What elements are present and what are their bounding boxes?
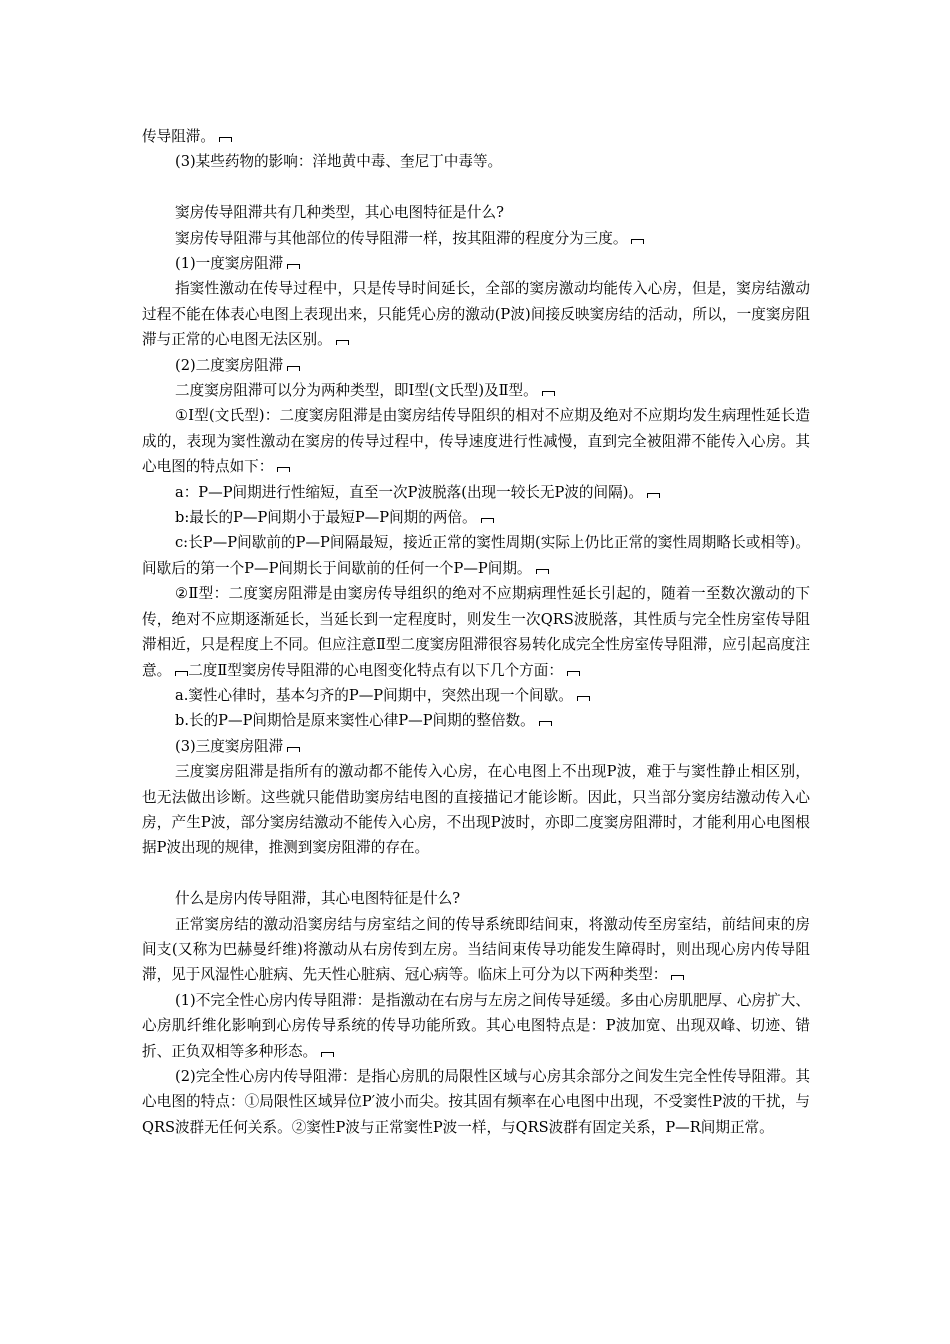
- list-item: b.长的P—P间期恰是原来窦性心律P—P间期的整倍数。: [142, 708, 810, 733]
- paragraph: 传导阻滞。: [142, 124, 810, 149]
- paragraph-mark-icon: [219, 137, 232, 142]
- paragraph-mark-icon: [287, 366, 300, 371]
- list-item: b:最长的P—P间期小于最短P—P间期的两倍。: [142, 505, 810, 530]
- paragraph-mark-icon: [577, 696, 590, 701]
- paragraph: ②Ⅱ型：二度窦房阻滞是由窦房传导组织的绝对不应期病理性延长引起的，随着一至数次激动的下传，绝对不应期逐渐延长，当延长到一定程度时，则发生一次QRS波脱落，其性质与完全性房室传导阻滞相近，只是程度上不同。但应注意Ⅱ型二度窦房阻滞很容易转化成完全性房室传导阻滞，应引起高度注意。 二度Ⅱ型窦房传导阻滞的心电图变化特点有以下几个方面：: [142, 585, 810, 679]
- subheading: (3)三度窦房阻滞: [142, 734, 810, 759]
- paragraph-mark-icon: [671, 975, 684, 980]
- paragraph-mark-icon: [287, 264, 300, 269]
- list-item: a.窦性心律时，基本匀齐的P—P间期中，突然出现一个间歇。: [142, 683, 810, 708]
- paragraph: ①Ⅰ型(文氏型)：二度窦房阻滞是由窦房结传导阻织的相对不应期及绝对不应期均发生病理性延长造成的，表现为窦性激动在窦房的传导过程中，传导速度进行性减慢，直到完全被阻滞不能传入心房。其心电图的特点如下：: [142, 407, 810, 476]
- paragraph-mark-icon: [567, 671, 580, 676]
- list-item: a：P—P间期进行性缩短，直至一次P波脱落(出现一较长无P波的间隔)。: [142, 480, 810, 505]
- paragraph: 正常窦房结的激动沿窦房结与房室结之间的传导系统即结间束，将激动传至房室结，前结间束的房间支(又称为巴赫曼纤维)将激动从右房传到左房。当结间束传导功能发生障碍时，则出现心房内传导阻滞，见于风湿性心脏病、先天性心脏病、冠心病等。临床上可分为以下两种类型：: [142, 915, 810, 984]
- section-heading: 什么是房内传导阻滞，其心电图特征是什么?: [175, 890, 461, 908]
- paragraph-mark-icon: [277, 467, 290, 472]
- paragraph-mark-icon: [542, 391, 555, 396]
- paragraph-mark-icon: [321, 1052, 334, 1057]
- paragraph-mark-icon: [481, 518, 494, 523]
- blank-line: [142, 175, 810, 200]
- subheading: (2)二度窦房阻滞: [142, 353, 810, 378]
- paragraph: 指窦性激动在传导过程中，只是传导时间延长，全部的窦房激动均能传入心房，但是，窦房结激动过程不能在体表心电图上表现出来，只能凭心房的激动(P波)间接反映窦房结的活动，所以，一度窦房阻滞与正常的心电图无法区别。: [142, 280, 810, 349]
- document-page: [142, 124, 810, 1140]
- paragraph-mark-icon: [287, 747, 300, 752]
- paragraph: 二度窦房阻滞可以分为两种类型，即Ⅰ型(文氏型)及Ⅱ型。: [142, 378, 810, 403]
- section-heading: 窦房传导阻滞共有几种类型，其心电图特征是什么?: [175, 204, 504, 222]
- paragraph: 三度窦房阻滞是指所有的激动都不能传入心房，在心电图上不出现P波，难于与窦性静止相区别，也无法做出诊断。这些就只能借助窦房结电图的直接描记才能诊断。因此，只当部分窦房结激动传入心房，产生P波，部分窦房结激动不能传入心房，不出现P波时，亦即二度窦房阻滞时，才能利用心电图根据P波出现的规律，推测到窦房阻滞的存在。: [142, 763, 810, 857]
- list-item: c:长P—P间歇前的P—P间隔最短，接近正常的窦性周期(实际上仍比正常的窦性周期略长或相等)。间歇后的第一个P—P间期长于间歇前的任何一个P—P间期。: [142, 534, 810, 577]
- paragraph-mark-icon: [647, 493, 660, 498]
- subheading: (1)一度窦房阻滞: [142, 251, 810, 276]
- paragraph: (2)完全性心房内传导阻滞：是指心房肌的局限性区域与心房其余部分之间发生完全性传导阻滞。其心电图的特点：①局限性区域异位P′波小而尖。按其固有频率在心电图中出现，不受窦性P波的干扰，与QRS波群无任何关系。②窦性P波与正常窦性P波一样，与QRS波群有固定关系，P—R间期正常。: [142, 1068, 810, 1136]
- paragraph: (1)不完全性心房内传导阻滞：是指激动在右房与左房之间传导延缓。多由心房肌肥厚、心房扩大、心房肌纤维化影响到心房传导系统的传导功能所致。其心电图特点是：P波加宽、出现双峰、切迹、错折、正负双相等多种形态。: [142, 991, 810, 1060]
- paragraph-mark-icon: [631, 239, 644, 244]
- paragraph-mark-icon: [536, 569, 549, 574]
- paragraph: (3)某些药物的影响：洋地黄中毒、奎尼丁中毒等。: [175, 153, 503, 171]
- paragraph-mark-icon: [336, 340, 349, 345]
- paragraph: 窦房传导阻滞与其他部位的传导阻滞一样，按其阻滞的程度分为三度。: [142, 226, 810, 251]
- blank-line: [142, 861, 810, 886]
- paragraph-mark-icon: [175, 671, 188, 676]
- paragraph-mark-icon: [539, 721, 552, 726]
